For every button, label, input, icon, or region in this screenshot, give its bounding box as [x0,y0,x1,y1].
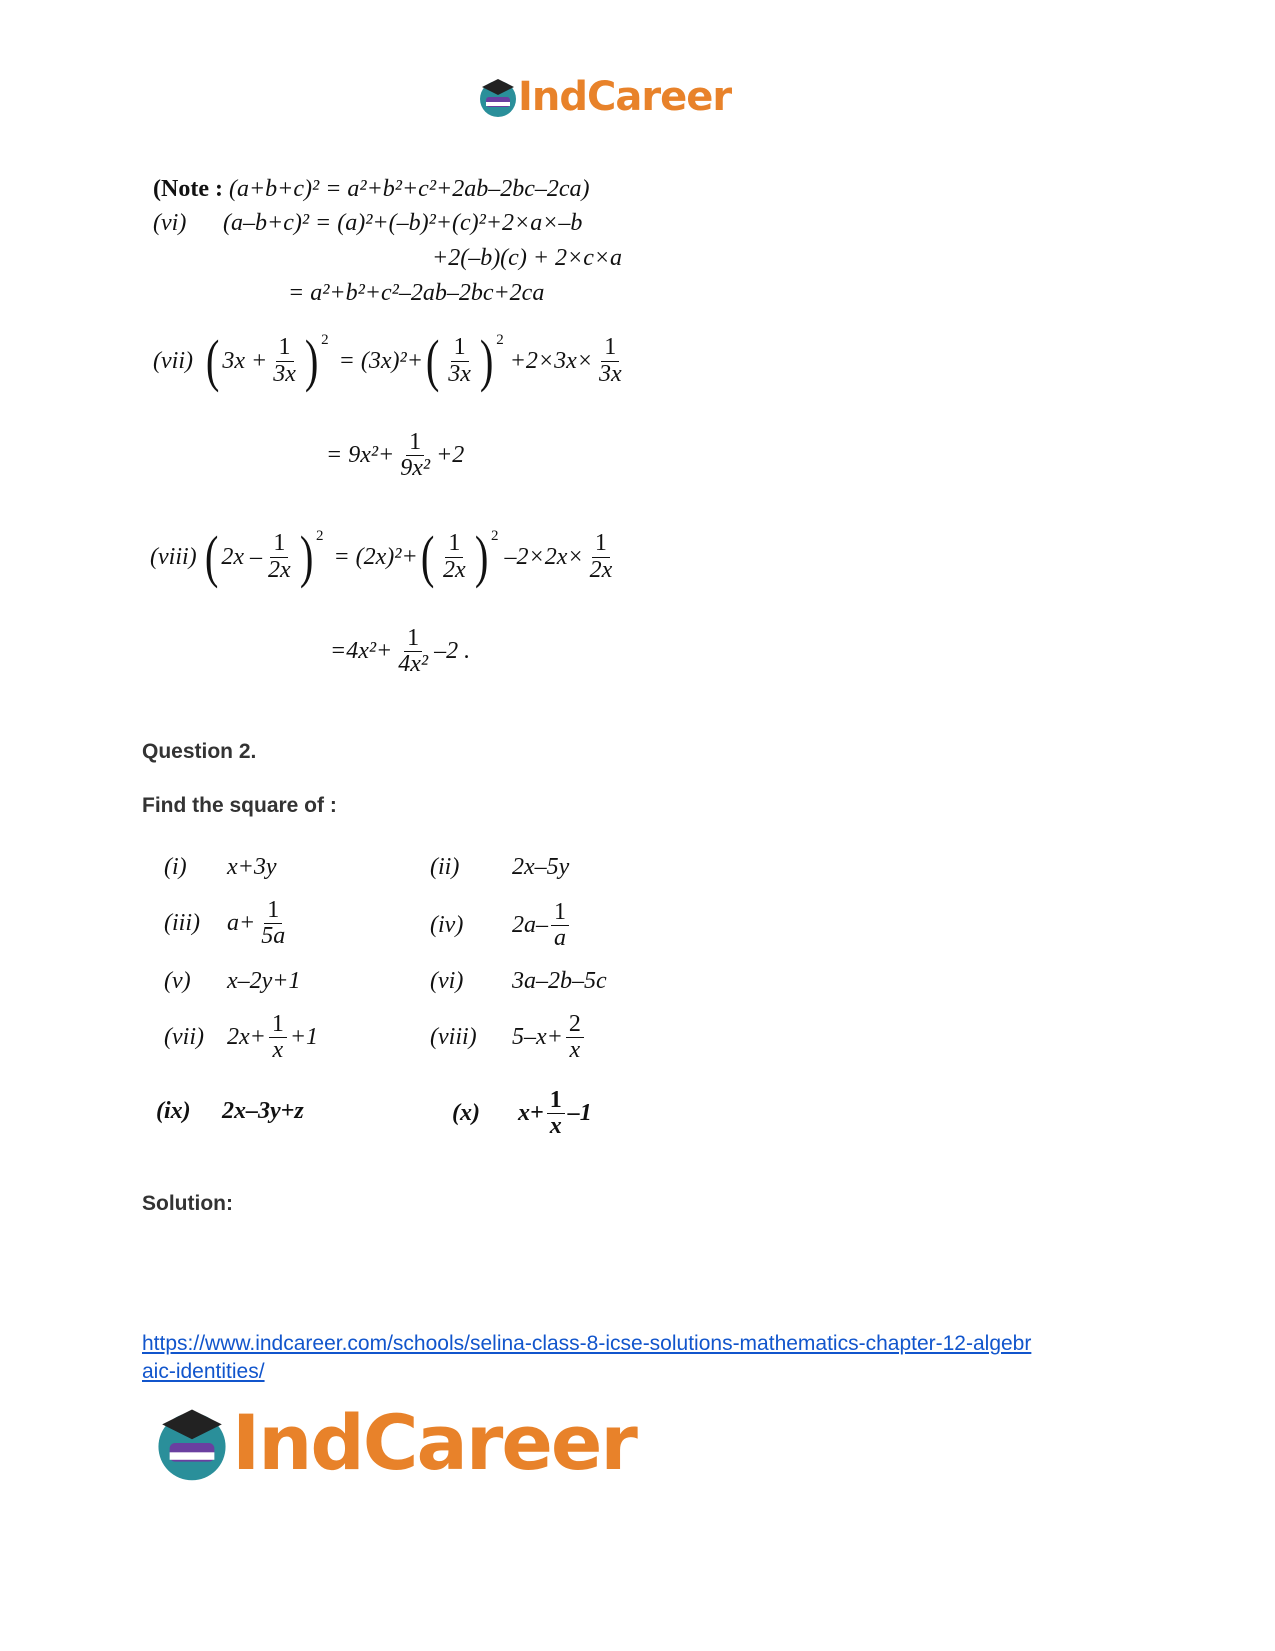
vi-label: (vi) [153,210,187,236]
solution-title: Solution: [142,1192,233,1215]
graduation-cap-book-icon [152,1402,232,1484]
logo-text: IndCareer [232,1398,636,1487]
item-i: (i) x+3y [164,854,277,880]
item-ii: (ii) 2x–5y [430,854,570,880]
fraction: $\frac{1}{a}$ [551,900,569,951]
fraction: $\frac{1}{\text{4x²}}$ [398,625,429,678]
item-ix: (ix) 2x–3y+z [156,1098,304,1124]
item-vi: (vi) 3a–2b–5c [430,968,607,994]
footer-logo [152,1398,636,1487]
fraction: $\frac{1}{x}$ [547,1088,565,1139]
vii-lhs: 3x + [222,347,268,374]
logo-text: IndCareer [518,74,732,120]
fraction: $\frac{1}{5a}$ [261,897,286,950]
viii-line-1: (viii) ( 2x – $\frac{1}{2x}$ ) $^2$ = (2x)²+ ( $\frac{1}{2x}$ ) $^2$ –2×2x× $\frac{1}{2x}$ [150,528,618,586]
viii-result: =4x²+ $\frac{1}{\text{4x²}}$ –2 . [330,625,471,678]
fraction: $\frac{1}{2x}$ [443,530,466,583]
vi-expr-1: (a–b+c)² = (a)²+(–b)²+(c)²+2×a×–b [223,210,583,236]
fraction: $\frac{1}{\text{9x²}}$ [400,429,431,482]
vi-line-1 [153,210,582,237]
vii-result: = 9x²+ $\frac{1}{\text{9x²}}$ +2 [326,429,465,482]
close-paren: ) [304,328,319,393]
vii-line-1: (vii) ( 3x + $\frac{1}{3x}$ ) $^2$ = (3x)²+ ( $\frac{1}{3x}$ ) $^2$ +2×3x× $\frac{1}{3x}$ [153,332,628,390]
vii-label: (vii) [153,347,193,374]
note-label: (Note : [153,176,223,202]
graduation-cap-book-icon [478,75,518,119]
fraction: $\frac{1}{3x}$ [448,334,471,387]
source-link[interactable] [142,1330,1102,1386]
question-prompt: Find the square of : [142,794,337,817]
fraction: $\frac{1}{3x}$ [598,334,622,387]
question-title: Question 2. [142,740,257,763]
open-paren: ( [205,328,220,393]
note-expr: (a+b+c)² = a²+b²+c²+2ab–2bc–2ca) [228,176,590,202]
item-iv: (iv) 2a– $\frac{1}{a}$ [430,900,572,951]
viii-lhs: 2x – [221,543,262,570]
vi-line-3 [288,280,544,307]
fraction: $\frac{1}{2x}$ [589,530,613,583]
viii-eq: = (2x)²+ [333,543,418,570]
item-v: (v) x–2y+1 [164,968,301,994]
viii-mid: –2×2x× [504,543,584,570]
vi-expr-2: +2(–b)(c) + 2×c×a [432,245,623,271]
vi-expr-3: = a²+b²+c²–2ab–2bc+2ca [288,280,545,306]
note-line [153,176,590,203]
item-x: (x) x+ $\frac{1}{x}$ –1 [452,1087,592,1140]
source-link-line-2[interactable]: aic-identities/ [142,1360,265,1383]
fraction: $\frac{1}{x}$ [269,1012,287,1063]
item-viii: (viii) 5–x+ $\frac{2}{x}$ [430,1012,587,1063]
item-iii: (iii) a+ $\frac{1}{5a}$ [164,898,291,949]
fraction: $\frac{1}{3x}$ [273,334,296,387]
source-link-line-1[interactable]: https://www.indcareer.com/schools/selina-class-8-icse-solutions-mathematics-chapter-12-algebr [142,1332,1032,1355]
vi-line-2 [432,245,622,272]
item-vii: (vii) 2x+ $\frac{1}{x}$ +1 [164,1011,319,1064]
viii-label: (viii) [150,543,197,570]
vii-mid: +2×3x× [509,347,593,374]
fraction: $\frac{1}{2x}$ [267,530,291,583]
fraction: $\frac{2}{x}$ [566,1012,584,1063]
vii-eq: = (3x)²+ [338,347,423,374]
header-logo [478,74,731,120]
